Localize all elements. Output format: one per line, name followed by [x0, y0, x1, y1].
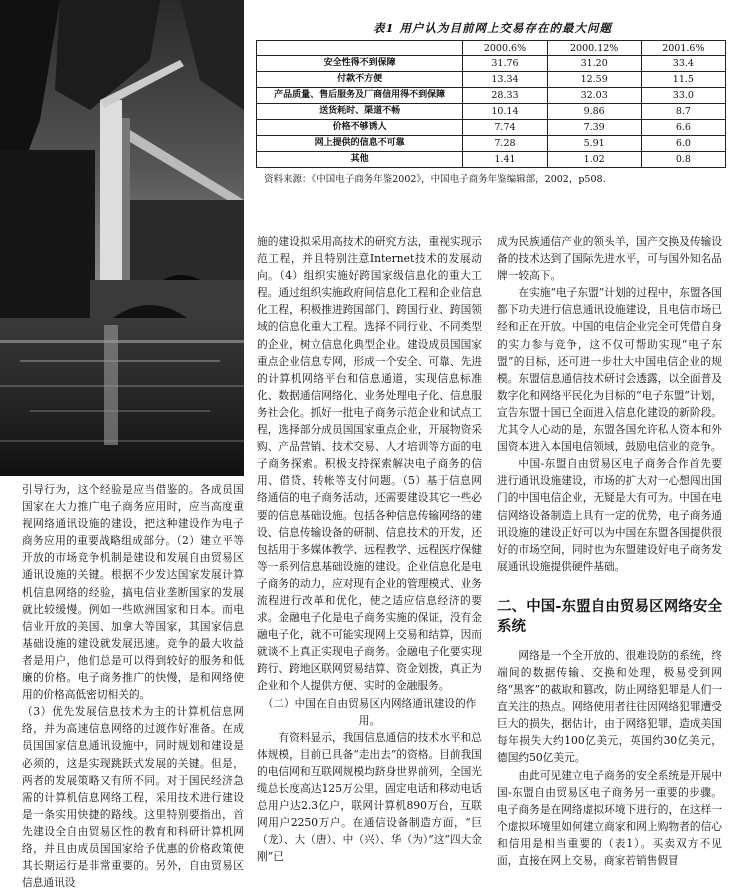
- bridge-photo-graphic: [0, 0, 244, 476]
- cell-value: 11.5: [641, 72, 725, 88]
- row-label: 送货耗时、渠道不畅: [257, 104, 463, 120]
- table-source: 资料来源：《中国电子商务年鉴2002》，中国电子商务年鉴编辑部，2002，p508.: [264, 174, 606, 185]
- text-column-1: [22, 481, 244, 891]
- paragraph: 有资料显示，我国信息通信的技术水平和总体规模，目前已具备“走出去”的资格。目前我国的电信网和互联网规模均跻身世界前列，全国光缆总长度高达125万公里，固定电话和移动电话总用户达2.3亿户，联网计算机890万台，互联网用户2250万户。在通信设备制造方面，“巨（龙）、大（唐）、中（兴）、华（为）”这“四大金刚”已: [257, 730, 482, 864]
- cell-value: 31.76: [463, 56, 547, 72]
- text-column-2: [257, 233, 482, 865]
- cell-value: 5.91: [547, 136, 641, 152]
- table-row: [257, 72, 726, 88]
- table-header-row: [257, 41, 726, 56]
- table-row: [257, 104, 726, 120]
- cell-value: 7.28: [463, 136, 547, 152]
- cell-value: 1.41: [463, 152, 547, 168]
- table-title: 表1 用户认为目前网上交易存在的最大问题: [372, 21, 612, 35]
- cell-value: 28.33: [463, 88, 547, 104]
- section-title: 二、中国-东盟自由贸易区网络安全系统: [497, 598, 722, 635]
- cell-value: 13.34: [463, 72, 547, 88]
- paragraph: 引导行为，这个经验是应当借鉴的。各成员国国家在大力推广电子商务应用时，应当高度重视网络通讯设施的建设，把这种建设作为电子商务应用的重要战略组成部分。（2）建立平等开放的市场竞争机制是建设和发展自由贸易区通讯设施的关键。根据不少发达国家发展计算机信息网络的经验，搞电信业垄断国家的发展就比较缓慢。例如一些欧洲国家和日本。而电信业开放的美国、加拿大等国家，其国家信息基础设施的建设就发展迅速。竞争的最大收益者是用户，他们总是可以得到较好的服务和低廉的价格。电子商务推广的快慢，是和网络使用的价格高低密切相关的。: [22, 483, 244, 702]
- paragraph: （3）优先发展信息技术为主的计算机信息网络，并为高速信息网络的过渡作好准备。在成员国国家信息通讯设施中，同时规划和建设是必须的，这是实现跳跃式发展的关键。但是，两者的发展策略又有所不同。对于国民经济急需的计算机信息网络工程，采用技术进行建设是一条实用快捷的路线。这里特别要指出，首先建设全自由贸易区性的教育和科研计算机网络，并且由成员国国家给予优惠的价格政策使其长期运行是非常重要的。另外，自由贸易区信息通讯设: [22, 705, 244, 890]
- cell-value: 32.03: [547, 88, 641, 104]
- table-row: [257, 120, 726, 136]
- table-row: [257, 56, 726, 72]
- table-row: [257, 88, 726, 104]
- table-row: [257, 136, 726, 152]
- cell-value: 6.6: [641, 120, 725, 136]
- table-section: [250, 20, 735, 185]
- paragraph: 施的建设拟采用高技术的研究方法，重视实现示范工程，并且特别注意Internet技术的发展动向。（4）组织实施好跨国家级信息化的重大工程。通过组织实施政府间信息化工程和企业信息化工程，积极推进跨国部门、跨国行业、跨国领域的信息化重大工程。选择不同行业、不同类型的企业，树立信息化典型企业。建设成员国国家重点企业信息专网，形成一个安全、可靠、先进的计算机网络平台和信息通道，实现信息标准化、数据通信网络化、业务处理电子化、信息服务社会化。抓好一批电子商务示范企业和试点工程，选择部分成员国国家重点企业，开展物资采购、产品营销、技术交易、人才培训等方面的电子商务探索。积极支持探索解决电子商务的信用、借贷、转帐等支付问题。（5）基于信息网络通信的电子商务活动，还需要建设其它一些必要的信息基础设施。包括各种信息传输网络的建设、信息传输设备的研制、信息技术的开发，还包括用于多媒体教学、远程教学、远程医疗保健等一系列信息基础设施的建设。企业信息化是电子商务的动力，应对现有企业的管理模式、业务流程进行改革和优化，使之适应信息经济的要求。金融电子化是电子商务实施的保证，没有金融电子化，就不可能实现网上交易和结算，因而就谈不上真正实现电子商务。金融电子化要实现跨行、跨地区联网贸易结算、资金划拨，真正为企业和个人提供方便、实时的金融服务。: [257, 235, 482, 693]
- cell-value: 8.7: [641, 104, 725, 120]
- cell-value: 7.39: [547, 120, 641, 136]
- cell-value: 6.0: [641, 136, 725, 152]
- table-header-cell: 2000.6%: [463, 41, 547, 56]
- cell-value: 0.8: [641, 152, 725, 168]
- cell-value: 7.74: [463, 120, 547, 136]
- paragraph: 中国-东盟自由贸易区电子商务合作首先要进行通讯设施建设，市场的扩大对一心想闯出国门的中国电信企业，无疑是大有可为。中国在电信网络设备制造上具有一定的优势，电子商务通讯设施的建设正好可以为中国在东盟各国提供很好的市场空间，同时也为东盟建设好电子商务发展通讯设施提供硬件基础。: [497, 457, 722, 573]
- paragraph: 在实施“电子东盟”计划的过程中，东盟各国都下功夫进行信息通讯设施建设，且电信市场已经和正在开放。中国的电信企业完全可凭借自身的实力参与竞争，这不仅可帮助实现“电子东盟”的目标，还可进一步壮大中国电信企业的规模。东盟信息通信技术研讨会透露，以全面普及数字化和网络平民化为目标的“电子东盟”计划，宣告东盟十国已全面进入信息化建设的新阶段。尤其令人心动的是，东盟各国允许私人资本和外国资本进入本国电信领域，鼓励电信业的竞争。: [497, 286, 722, 454]
- row-label: 付款不方便: [257, 72, 463, 88]
- cell-value: 12.59: [547, 72, 641, 88]
- paragraph: 成为民族通信产业的领头羊，国产交换及传输设备的技术达到了国际先进水平，可与国外知名品牌一较高下。: [497, 235, 722, 283]
- cell-value: 33.4: [641, 56, 725, 72]
- row-label: 其他: [257, 152, 463, 168]
- cell-value: 1.02: [547, 152, 641, 168]
- paragraph: 由此可见建立电子商务的安全系统是开展中国-东盟自由贸易区电子商务另一重要的步骤。电子商务是在网络虚拟环境下进行的，在这样一个虚拟环境里如何建立商家和网上购物者的信心和信用是相当重要的（表1）。买卖双方不见面，直接在网上交易，商家若销售假冒: [497, 768, 722, 867]
- table-header-cell: [257, 41, 463, 56]
- paragraph: 网络是一个全开放的、很难设防的系统，终端间的数据传输、交换和处理，极易受到网络“黑客”的截取和篡改，防止网络犯罪是人们一直关注的热点。网络使用者往往因网络犯罪遭受巨大的损失，据估计，由于网络犯罪，造成美国每年损失大约100亿美元，英国约30亿美元，德国约50亿美元。: [497, 648, 722, 765]
- cell-value: 33.0: [641, 88, 725, 104]
- table-row: [257, 152, 726, 168]
- subheading: （二）中国在自由贸易区内网络通讯建设的作用。: [262, 696, 477, 727]
- table-header-cell: 2000.12%: [547, 41, 641, 56]
- row-label: 网上提供的信息不可靠: [257, 136, 463, 152]
- data-table: [256, 40, 726, 168]
- row-label: 产品质量、售后服务及厂商信用得不到保障: [257, 88, 463, 104]
- cell-value: 31.20: [547, 56, 641, 72]
- cell-value: 9.86: [547, 104, 641, 120]
- row-label: 安全性得不到保障: [257, 56, 463, 72]
- bridge-photo: [0, 0, 244, 476]
- cell-value: 10.14: [463, 104, 547, 120]
- table-header-cell: 2001.6%: [641, 41, 725, 56]
- row-label: 价格不够诱人: [257, 120, 463, 136]
- text-column-3: [497, 233, 722, 869]
